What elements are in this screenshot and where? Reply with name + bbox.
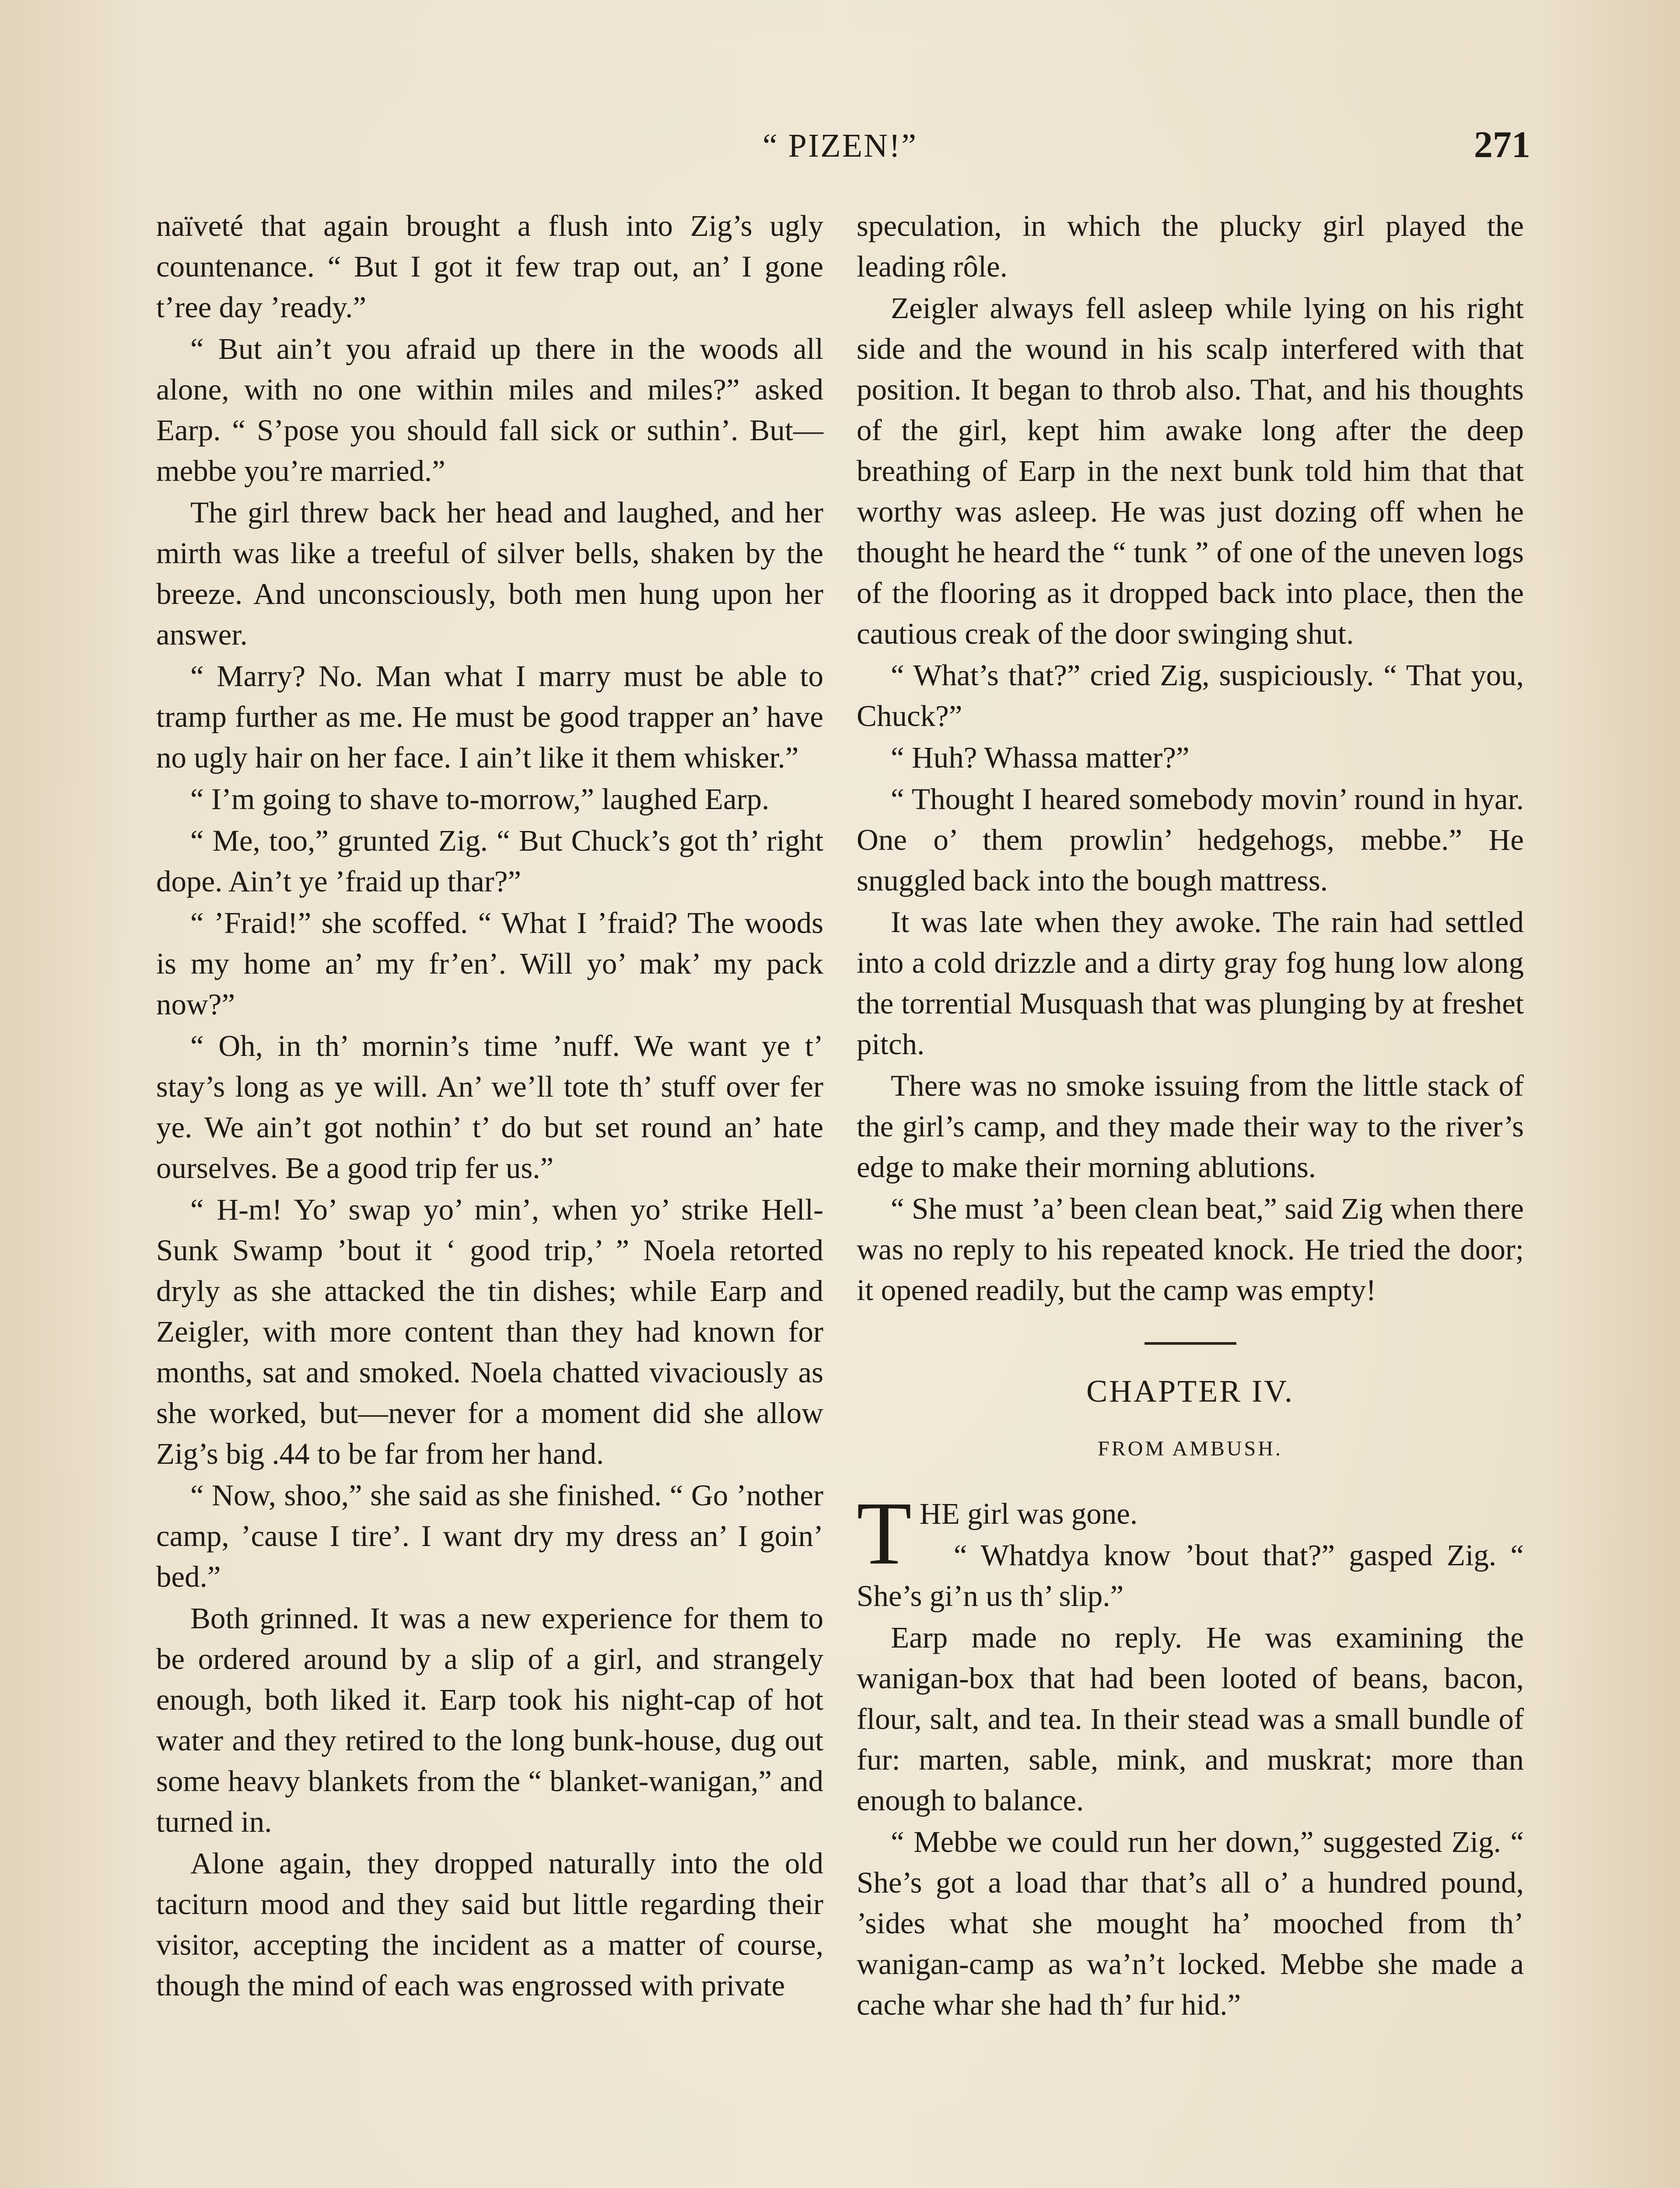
paragraph: “ She must ’a’ been clean beat,” said Zig when there was no reply to his repeated knock. He tried the door; it opened readily, but the camp was empty! [857,1192,1524,1307]
running-title: “ PIZEN!” [762,127,918,164]
paragraph: “ I’m going to shave to-morrow,” laughed Earp. [190,782,770,816]
chapter-subtitle: FROM AMBUSH. [1098,1437,1283,1460]
paragraph: Earp made no reply. He was examining the wanigan-box that had been looted of beans, bacon, flour, salt, and tea. In their stead was a small bundle of fur: marten, sable, mink, and muskrat; more than enough to balance. [857,1621,1524,1817]
paragraph: “ Huh? Whassa matter?” [891,741,1190,774]
page-number: 271 [1474,123,1530,165]
paragraph: It was late when they awoke. The rain had settled into a cold drizzle and a dirty gray fog hung low along the torrential Musquash that was plunging by at freshet pitch. [857,905,1524,1061]
opening-text: HE girl was gone. [919,1497,1138,1530]
drop-cap: T [857,1483,912,1583]
left-column [156,206,823,2006]
paragraph: Alone again, they dropped naturally into the old taciturn mood and they said but little regarding their visitor, accepting the incident as a matter of course, though the mind of each was engrossed with private [156,1847,823,2002]
paragraph: “ H-m! Yo’ swap yo’ min’, when yo’ strike Hell-Sunk Swamp ’bout it ‘ good trip,’ ” Noela retorted dryly as she attacked the tin dishes; while Earp and Zeigler, with more content than they had known for months, sat and smoked. Noela chatted vivaciously as she worked, but—never for a moment did she allow Zig’s big .44 to be far from her hand. [156,1193,823,1470]
paragraph: “ But ain’t you afraid up there in the woods all alone, with no one within miles and miles?” asked Earp. “ S’pose you should fall sick or suthin’. But—mebbe you’re married.” [156,332,823,487]
paragraph: “ Whatdya know ’bout that?” gasped Zig. “ She’s gi’n us th’ slip.” [857,1539,1524,1613]
paragraph: naïveté that again brought a flush into Zig’s ugly countenance. “ But I got it few trap out, an’ I gone t’ree day ’ready.” [156,209,823,324]
paragraph: “ What’s that?” cried Zig, suspiciously. “ That you, Chuck?” [857,659,1524,733]
paragraph: “ Me, too,” grunted Zig. “ But Chuck’s got th’ right dope. Ain’t ye ’fraid up thar?” [156,824,823,898]
paragraph: speculation, in which the plucky girl played the leading rôle. [857,209,1524,283]
section-divider [1144,1342,1236,1345]
paragraph: “ ’Fraid!” she scoffed. “ What I ’fraid? The woods is my home an’ my fr’en’. Will yo’ mak’ my pack now?” [156,906,823,1021]
paragraph: “ Oh, in th’ mornin’s time ’nuff. We want ye t’ stay’s long as ye will. An’ we’ll tote th’ stuff over fer ye. We ain’t got nothin’ t’ do but set round an’ hate ourselves. Be a good trip fer us.” [156,1029,823,1185]
chapter-title: CHAPTER IV. [1086,1374,1294,1409]
paragraph: “ Marry? No. Man what I marry must be able to tramp further as me. He must be good trapper an’ have no ugly hair on her face. I ain’t like it them whisker.” [156,659,823,774]
right-column [857,206,1524,2025]
paragraph: “ Mebbe we could run her down,” suggested Zig. “ She’s got a load thar that’s all o’ a hundred pound, ’sides what she mought ha’ mooched from th’ wanigan-camp as wa’n’t locked. Mebbe she made a cache whar she had th’ fur hid.” [857,1825,1524,2021]
paragraph: There was no smoke issuing from the little stack of the girl’s camp, and they made their way to the river’s edge to make their morning ablutions. [857,1069,1524,1184]
paragraph: “ Thought I heared somebody movin’ round in hyar. One o’ them prowlin’ hedgehogs, mebbe.” He snuggled back into the bough mattress. [857,782,1524,897]
paragraph: Zeigler always fell asleep while lying on his right side and the wound in his scalp interfered with that position. It began to throb also. That, and his thoughts of the girl, kept him awake long after the deep breathing of Earp in the next bunk told him that that worthy was asleep. He was just dozing off when he thought he heard the “ tunk ” of one of the uneven logs of the flooring as it dropped back into place, then the cautious creak of the door swinging shut. [857,291,1524,650]
paragraph: Both grinned. It was a new experience for them to be ordered around by a slip of a girl, and strangely enough, both liked it. Earp took his night-cap of hot water and they retired to the long bunk-house, dug out some heavy blankets from the “ blanket-wanigan,” and turned in. [156,1602,823,1838]
paragraph: The girl threw back her head and laughed, and her mirth was like a treeful of silver bells, shaken by the breeze. And unconsciously, both men hung upon her answer. [156,496,823,651]
paragraph: “ Now, shoo,” she said as she finished. “ Go ’nother camp, ’cause I tire’. I want dry my dress an’ I goin’ bed.” [156,1479,823,1593]
